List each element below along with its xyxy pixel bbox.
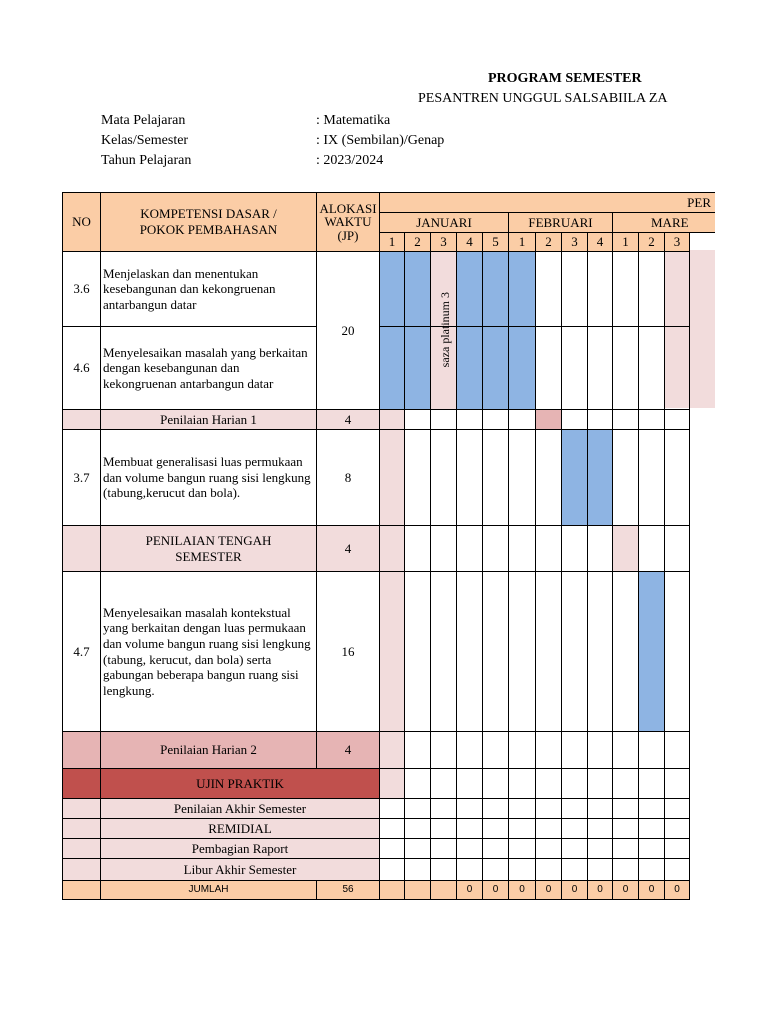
jp-value: 8	[316, 429, 380, 526]
schedule-cell	[379, 429, 405, 526]
jumlah-week-cell: 0	[638, 880, 665, 900]
schedule-cell	[404, 731, 431, 769]
schedule-cell	[482, 525, 509, 572]
schedule-cell	[664, 429, 690, 526]
week-6-header: 1	[508, 232, 536, 252]
schedule-cell	[638, 858, 665, 881]
week-4-header: 4	[456, 232, 483, 252]
schedule-cell	[561, 731, 588, 769]
schedule-cell	[482, 251, 509, 327]
schedule-cell	[456, 798, 483, 819]
schedule-cell	[561, 571, 588, 732]
schedule-cell	[456, 731, 483, 769]
schedule-cell	[638, 731, 665, 769]
schedule-cell	[508, 326, 536, 410]
schedule-cell	[482, 798, 509, 819]
schedule-cell	[535, 571, 562, 732]
schedule-cell	[482, 858, 509, 881]
row-no: 3.7	[62, 429, 101, 526]
kd-text: Menyelesaikan masalah kontekstual yang berkaitan dengan luas permukaan dan volume bangun ruang sisi lengkung (tabung, kerucut, dan bola) serta gabungan beberapa bangun ruang sisi lengkung.	[100, 571, 317, 732]
schedule-cell	[430, 525, 457, 572]
schedule-cell	[482, 818, 509, 839]
schedule-cell	[535, 409, 562, 430]
schedule-cell	[612, 731, 639, 769]
jumlah-week-cell: 0	[456, 880, 483, 900]
schedule-cell	[561, 858, 588, 881]
schedule-cell	[535, 798, 562, 819]
schedule-cell	[404, 798, 431, 819]
schedule-cell	[638, 768, 665, 799]
schedule-cell	[456, 571, 483, 732]
schedule-cell	[612, 768, 639, 799]
schedule-cell	[587, 818, 613, 839]
schedule-cell	[587, 409, 613, 430]
kd-text: Membuat generalisasi luas permukaan dan volume bangun ruang sisi lengkung (tabung,kerucut dan bola).	[100, 429, 317, 526]
schedule-cell	[638, 571, 665, 732]
row-no	[62, 798, 101, 819]
schedule-cell	[561, 768, 588, 799]
schedule-cell	[638, 409, 665, 430]
row-no	[62, 409, 101, 430]
schedule-cell	[587, 251, 613, 327]
schedule-cell	[430, 409, 457, 430]
schedule-cell	[664, 326, 690, 410]
schedule-cell	[430, 429, 457, 526]
schedule-cell	[612, 429, 639, 526]
jumlah-week-cell	[430, 880, 457, 900]
ph1-label: Penilaian Harian 1	[100, 409, 317, 430]
schedule-cell	[535, 326, 562, 410]
jp-total: 56	[316, 880, 380, 900]
month-jan: JANUARI	[379, 212, 509, 233]
schedule-cell	[482, 409, 509, 430]
vertical-note-text: saza platinum 3	[437, 292, 452, 368]
schedule-cell	[404, 525, 431, 572]
schedule-cell	[430, 858, 457, 881]
info-value-subject: : Matematika	[316, 113, 391, 128]
schedule-cell	[456, 409, 483, 430]
info-label-class: Kelas/Semester	[101, 133, 189, 148]
schedule-cell	[638, 429, 665, 526]
schedule-cell	[664, 571, 690, 732]
schedule-cell	[535, 731, 562, 769]
schedule-cell	[379, 571, 405, 732]
schedule-cell	[508, 858, 536, 881]
schedule-cell	[404, 251, 431, 327]
jumlah-week-cell: 0	[587, 880, 613, 900]
schedule-cell	[430, 838, 457, 859]
schedule-cell	[612, 326, 639, 410]
vertical-note	[433, 252, 457, 408]
schedule-cell	[587, 571, 613, 732]
schedule-cell	[482, 326, 509, 410]
schedule-cell	[379, 731, 405, 769]
schedule-cell	[379, 525, 405, 572]
jp-value: 4	[316, 409, 380, 430]
week-9-header: 4	[587, 232, 613, 252]
pas-label: Penilaian Akhir Semester	[100, 798, 380, 819]
schedule-cell	[379, 858, 405, 881]
schedule-cell	[508, 818, 536, 839]
libur-label: Libur Akhir Semester	[100, 858, 380, 881]
jp-value: 20	[316, 251, 380, 410]
jumlah-label: JUMLAH	[100, 880, 317, 900]
schedule-cell	[638, 838, 665, 859]
week-8-header: 3	[561, 232, 588, 252]
schedule-cell	[456, 818, 483, 839]
schedule-cell	[587, 798, 613, 819]
schedule-cell	[456, 768, 483, 799]
schedule-cell	[508, 798, 536, 819]
row-no	[62, 838, 101, 859]
schedule-cell	[508, 768, 536, 799]
schedule-cell	[561, 525, 588, 572]
month-feb: FEBRUARI	[508, 212, 613, 233]
schedule-cell	[456, 838, 483, 859]
schedule-cell	[612, 409, 639, 430]
schedule-cell	[508, 251, 536, 327]
schedule-cell	[612, 838, 639, 859]
week-2-header: 2	[404, 232, 431, 252]
row-no	[62, 731, 101, 769]
schedule-cell	[535, 818, 562, 839]
schedule-cell	[638, 525, 665, 572]
period-header: PER	[379, 192, 715, 213]
schedule-cell	[456, 429, 483, 526]
jumlah-week-cell: 0	[664, 880, 690, 900]
schedule-cell	[664, 858, 690, 881]
schedule-cell	[612, 818, 639, 839]
schedule-cell	[456, 858, 483, 881]
schedule-cell	[404, 409, 431, 430]
pts-label: PENILAIAN TENGAH SEMESTER	[100, 525, 317, 572]
jumlah-week-cell: 0	[561, 880, 588, 900]
remidial-label: REMIDIAL	[100, 818, 380, 839]
schedule-cell	[430, 818, 457, 839]
week-5-header: 5	[482, 232, 509, 252]
schedule-cell	[430, 731, 457, 769]
schedule-cell	[430, 571, 457, 732]
jp-value: 4	[316, 731, 380, 769]
row-no	[62, 768, 101, 799]
week-10-header: 1	[612, 232, 639, 252]
schedule-cell	[535, 251, 562, 327]
schedule-cell	[508, 838, 536, 859]
schedule-cell	[587, 838, 613, 859]
schedule-cell	[482, 838, 509, 859]
doc-title: PROGRAM SEMESTER	[488, 71, 642, 86]
schedule-cell	[561, 798, 588, 819]
schedule-cell	[379, 768, 405, 799]
schedule-cell	[404, 326, 431, 410]
schedule-cell	[561, 409, 588, 430]
row-no: 3.6	[62, 251, 101, 327]
schedule-cell	[535, 838, 562, 859]
col-no-header: NO	[62, 192, 101, 252]
schedule-cell	[379, 326, 405, 410]
schedule-cell	[535, 768, 562, 799]
schedule-cell	[404, 768, 431, 799]
schedule-cell	[612, 571, 639, 732]
schedule-cell	[404, 429, 431, 526]
schedule-cell	[482, 429, 509, 526]
schedule-cell	[508, 409, 536, 430]
schedule-cell	[587, 429, 613, 526]
schedule-cell	[535, 429, 562, 526]
jumlah-week-cell	[379, 880, 405, 900]
row-no	[62, 818, 101, 839]
schedule-cell	[664, 731, 690, 769]
schedule-cell	[638, 251, 665, 327]
schedule-cell	[664, 525, 690, 572]
schedule-cell	[456, 326, 483, 410]
schedule-cell	[561, 251, 588, 327]
row-no	[62, 858, 101, 881]
schedule-cell	[404, 858, 431, 881]
schedule-cell	[482, 571, 509, 732]
schedule-cell	[561, 838, 588, 859]
col-kd-header: KOMPETENSI DASAR / POKOK PEMBAHASAN	[100, 192, 317, 252]
row-no: 4.6	[62, 326, 101, 410]
schedule-cell	[379, 251, 405, 327]
schedule-cell	[379, 409, 405, 430]
schedule-cell	[508, 429, 536, 526]
jumlah-week-cell: 0	[508, 880, 536, 900]
schedule-cell	[664, 768, 690, 799]
schedule-cell	[535, 525, 562, 572]
schedule-cell	[561, 326, 588, 410]
schedule-cell	[561, 818, 588, 839]
schedule-cell	[638, 798, 665, 819]
school-name: PESANTREN UNGGUL SALSABIILA ZA	[418, 91, 668, 106]
week-7-header: 2	[535, 232, 562, 252]
schedule-cell	[664, 798, 690, 819]
ph2-label: Penilaian Harian 2	[100, 731, 317, 769]
schedule-cell	[561, 429, 588, 526]
schedule-cell	[379, 838, 405, 859]
kd-text: Menjelaskan dan menentukan kesebangunan dan kekongruenan antarbangun datar	[100, 251, 317, 327]
schedule-cell	[404, 838, 431, 859]
schedule-cell	[508, 731, 536, 769]
jp-value: 16	[316, 571, 380, 732]
row-no	[62, 880, 101, 900]
schedule-cell	[664, 409, 690, 430]
schedule-cell	[587, 525, 613, 572]
schedule-cell	[587, 326, 613, 410]
jumlah-week-cell	[404, 880, 431, 900]
schedule-cell	[456, 251, 483, 327]
week-3-header: 3	[430, 232, 457, 252]
schedule-cell	[612, 798, 639, 819]
schedule-cell	[535, 858, 562, 881]
ujian-label: UJIN PRAKTIK	[100, 768, 380, 799]
schedule-cell	[379, 818, 405, 839]
week-1-header: 1	[379, 232, 405, 252]
row-no: 4.7	[62, 571, 101, 732]
schedule-cell	[482, 731, 509, 769]
schedule-cell	[612, 525, 639, 572]
kd-text: Menyelesaikan masalah yang berkaitan dengan kesebangunan dan kekongruenan antarbangun datar	[100, 326, 317, 410]
schedule-cell	[404, 818, 431, 839]
schedule-cell	[508, 571, 536, 732]
jp-value: 4	[316, 525, 380, 572]
schedule-cell	[638, 818, 665, 839]
jumlah-week-cell: 0	[535, 880, 562, 900]
schedule-cell	[638, 326, 665, 410]
col-alokasi-header: ALOKASI WAKTU (JP)	[316, 192, 380, 252]
jumlah-week-cell: 0	[612, 880, 639, 900]
info-label-year: Tahun Pelajaran	[101, 153, 192, 168]
schedule-cell	[612, 251, 639, 327]
row-no	[62, 525, 101, 572]
month-mar: MARE	[612, 212, 715, 233]
schedule-cell	[587, 731, 613, 769]
info-label-subject: Mata Pelajaran	[101, 113, 186, 128]
schedule-cell	[508, 525, 536, 572]
schedule-cell	[612, 858, 639, 881]
schedule-cell	[430, 798, 457, 819]
schedule-cell	[404, 571, 431, 732]
jumlah-week-cell: 0	[482, 880, 509, 900]
schedule-cell	[482, 768, 509, 799]
info-value-year: : 2023/2024	[316, 153, 384, 168]
schedule-cell	[587, 858, 613, 881]
schedule-cell	[664, 818, 690, 839]
schedule-cell	[456, 525, 483, 572]
schedule-cell	[664, 251, 690, 327]
schedule-cell	[664, 838, 690, 859]
schedule-cell	[379, 798, 405, 819]
week-12-header: 3	[664, 232, 690, 252]
schedule-cell	[430, 768, 457, 799]
schedule-cell	[587, 768, 613, 799]
info-value-class: : IX (Sembilan)/Genap	[316, 133, 445, 148]
raport-label: Pembagian Raport	[100, 838, 380, 859]
week-11-header: 2	[638, 232, 665, 252]
